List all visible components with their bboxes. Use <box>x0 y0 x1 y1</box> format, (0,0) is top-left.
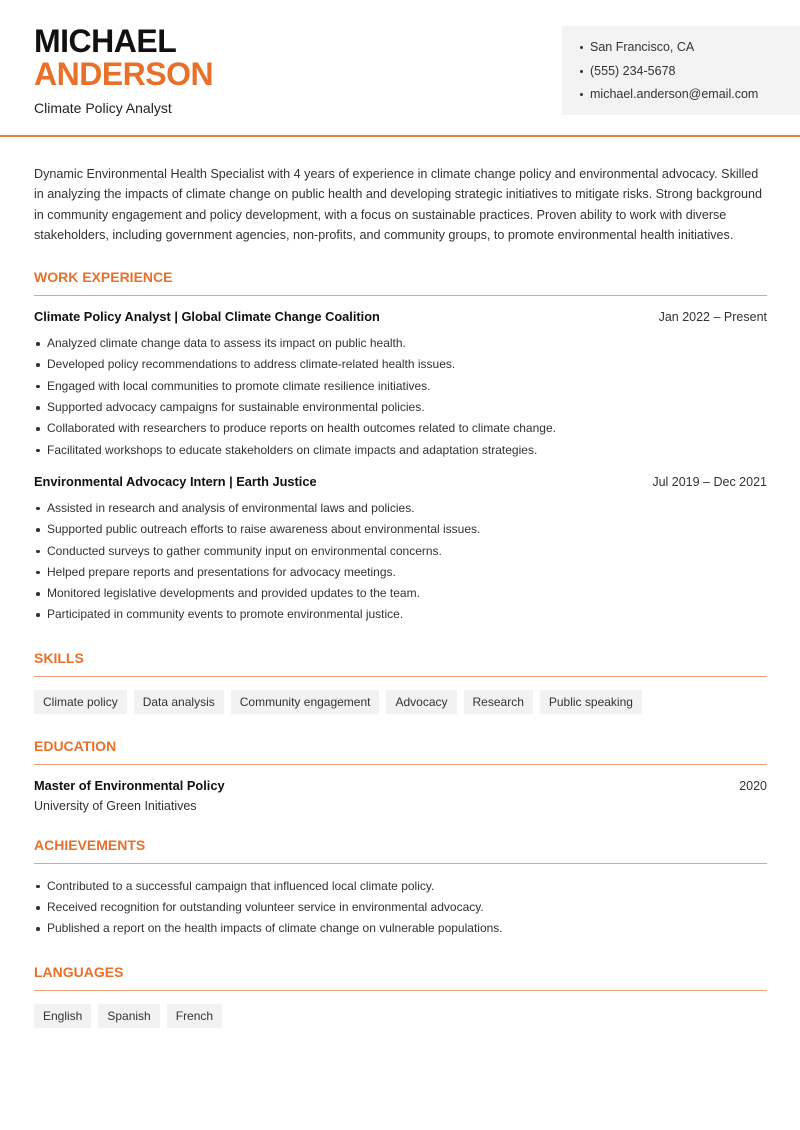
first-name: MICHAEL <box>34 23 177 59</box>
skill-tag: Data analysis <box>134 690 224 714</box>
language-tag: Spanish <box>98 1004 159 1028</box>
section-heading: LANGUAGES <box>34 964 767 991</box>
list-item: Supported advocacy campaigns for sustainable environmental policies. <box>34 397 767 418</box>
job-entry <box>34 474 767 626</box>
list-item: Published a report on the health impacts of climate change on vulnerable populations. <box>34 918 767 939</box>
job-title: Climate Policy Analyst | Global Climate Change Coalition <box>34 309 380 325</box>
languages-section <box>34 964 767 1028</box>
contact-phone: (555) 234-5678 <box>580 62 800 86</box>
list-item: Engaged with local communities to promote climate resilience initiatives. <box>34 376 767 397</box>
section-heading: ACHIEVEMENTS <box>34 837 767 864</box>
language-tag: English <box>34 1004 91 1028</box>
language-tag: French <box>167 1004 222 1028</box>
list-item: Participated in community events to promote environmental justice. <box>34 604 767 625</box>
skill-tag: Research <box>464 690 533 714</box>
skill-tag: Advocacy <box>386 690 456 714</box>
list-item: Monitored legislative developments and provided updates to the team. <box>34 583 767 604</box>
list-item: Developed policy recommendations to address climate-related health issues. <box>34 354 767 375</box>
list-item: Assisted in research and analysis of environmental laws and policies. <box>34 498 767 519</box>
skill-tag: Community engagement <box>231 690 380 714</box>
list-item: Analyzed climate change data to assess its impact on public health. <box>34 333 767 354</box>
job-dates: Jan 2022 – Present <box>658 310 767 325</box>
skill-tag: Climate policy <box>34 690 127 714</box>
job-title: Environmental Advocacy Intern | Earth Justice <box>34 473 317 489</box>
section-heading: WORK EXPERIENCE <box>34 269 767 296</box>
list-item: Contributed to a successful campaign that influenced local climate policy. <box>34 876 767 897</box>
resume-header <box>0 0 800 137</box>
job-entry <box>34 309 767 461</box>
education-section <box>34 738 767 813</box>
contact-email[interactable]: michael.anderson@email.com <box>580 85 800 109</box>
list-item: Helped prepare reports and presentations for advocacy meetings. <box>34 562 767 583</box>
list-item: Received recognition for outstanding volunteer service in environmental advocacy. <box>34 897 767 918</box>
list-item: Conducted surveys to gather community input on environmental concerns. <box>34 541 767 562</box>
list-item: Supported public outreach efforts to raise awareness about environmental issues. <box>34 519 767 540</box>
summary: Dynamic Environmental Health Specialist with 4 years of experience in climate change policy and environmental advocacy. Skilled in analyzing the impacts of climate change on public health and developing strategic initiatives to mitigate risks. Strong background in community engagement and policy development, with a focus on sustainable practices. Proven ability to work with diverse stakeholders, including government agencies, non-profits, and community groups, to promote environmental health initiatives. <box>34 167 763 242</box>
job-dates: Jul 2019 – Dec 2021 <box>652 474 767 489</box>
skills-section <box>34 650 767 714</box>
achievements-section <box>34 837 767 940</box>
work-experience-section <box>34 269 767 626</box>
contact-location: San Francisco, CA <box>580 38 800 62</box>
school: University of Green Initiatives <box>34 798 197 813</box>
graduation-year: 2020 <box>739 778 767 793</box>
section-heading: SKILLS <box>34 650 767 677</box>
contact-box <box>562 26 800 115</box>
skill-tag: Public speaking <box>540 690 642 714</box>
list-item: Facilitated workshops to educate stakeholders on climate impacts and adaptation strategies. <box>34 440 767 461</box>
degree: Master of Environmental Policy <box>34 777 225 793</box>
section-heading: EDUCATION <box>34 738 767 765</box>
last-name: ANDERSON <box>34 56 214 92</box>
list-item: Collaborated with researchers to produce reports on health outcomes related to climate change. <box>34 418 767 439</box>
job-title: Climate Policy Analyst <box>34 100 172 116</box>
